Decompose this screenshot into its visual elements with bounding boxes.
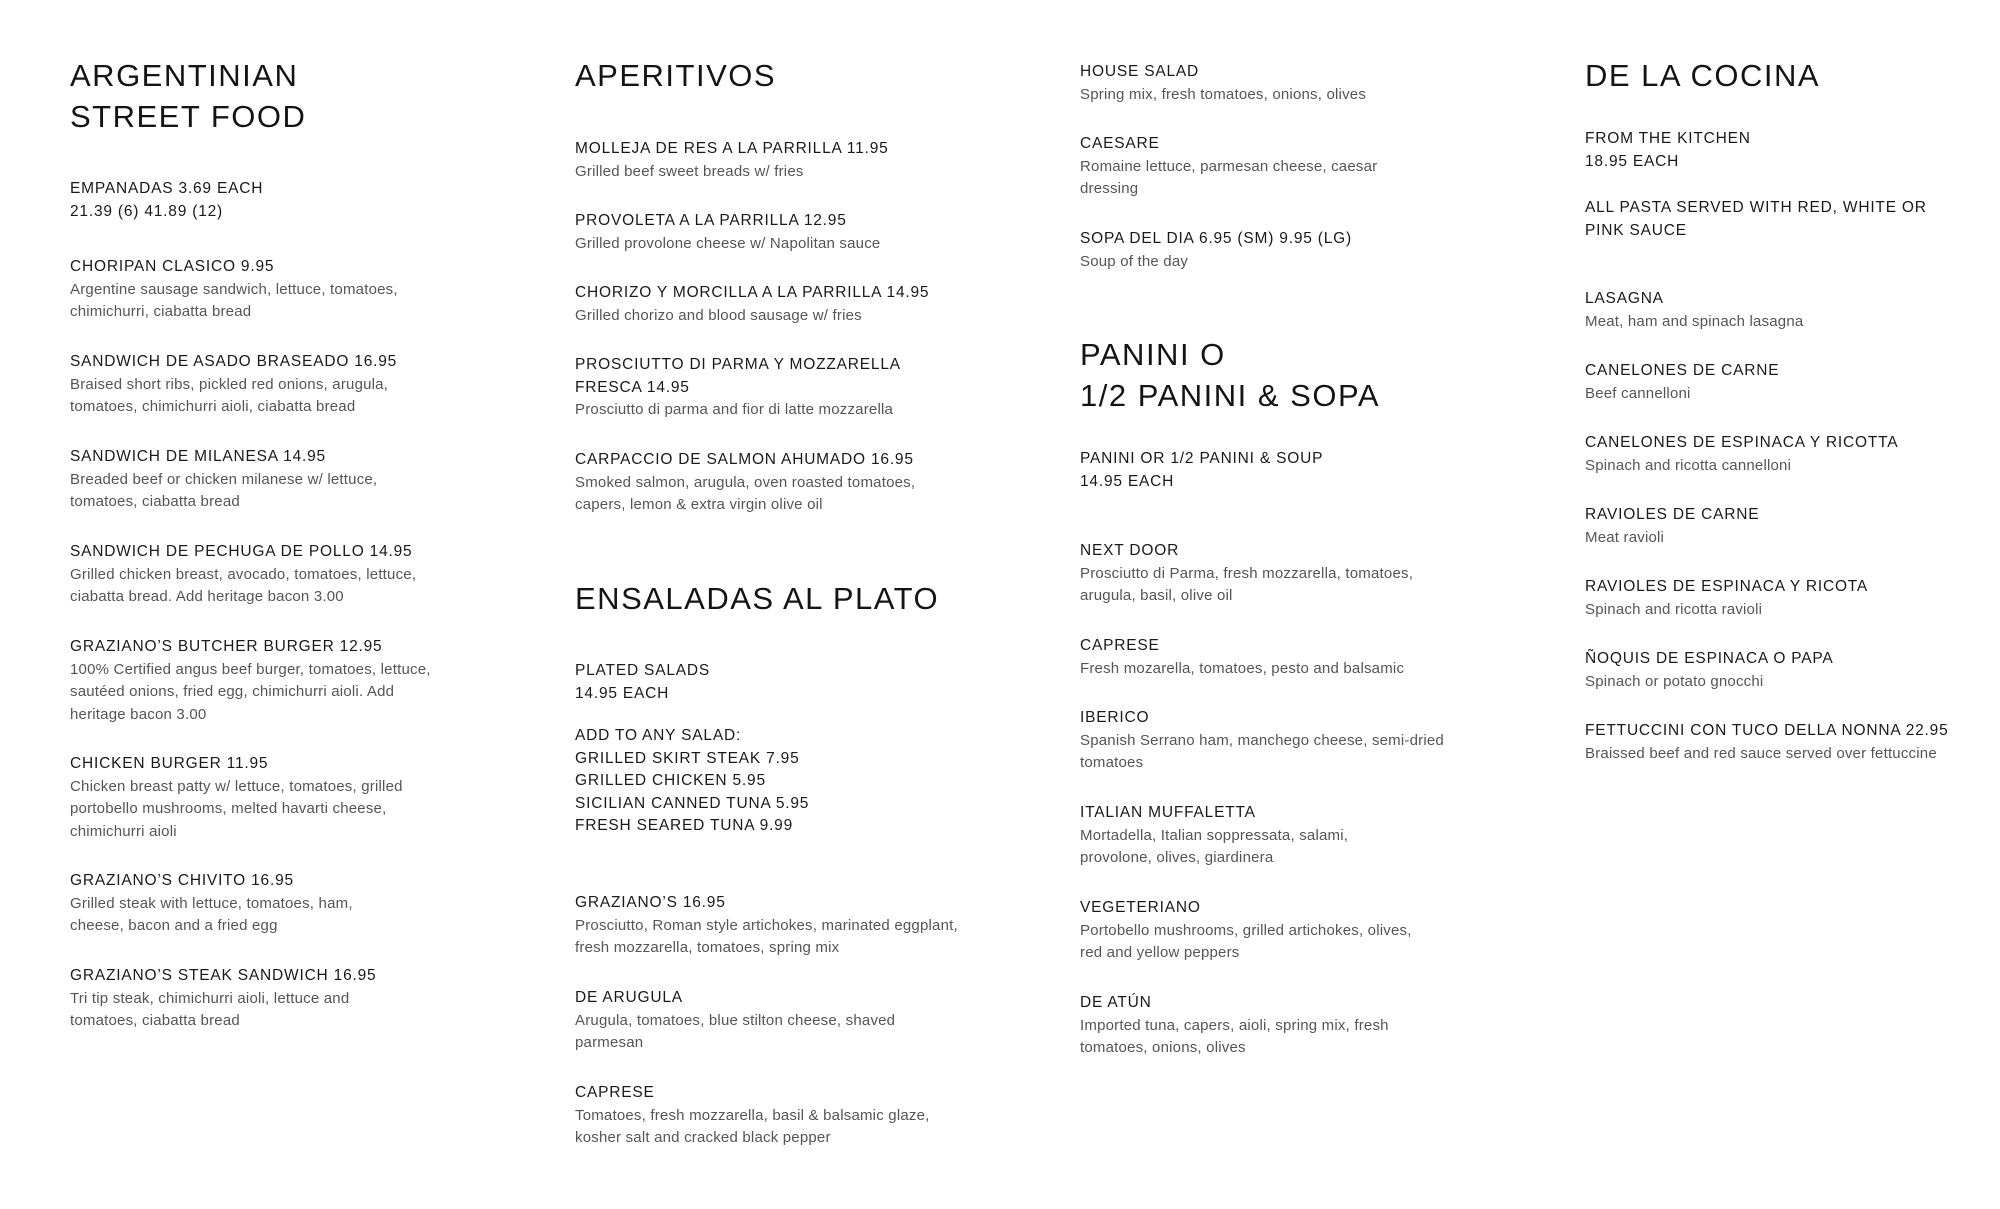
item-name: CAESARE <box>1080 135 1160 152</box>
item-name: GRAZIANO’S 16.95 <box>575 894 726 911</box>
menu-item <box>575 987 945 1055</box>
item-name: SANDWICH DE ASADO BRASEADO 16.95 <box>70 353 398 370</box>
empanadas-price-note: EMPANADAS 3.69 EACH 21.39 (6) 41.89 (12) <box>70 180 264 220</box>
salad-add-ons-note: ADD TO ANY SALAD: GRILLED SKIRT STEAK 7.95 GRILLED CHICKEN 5.95 SICILIAN CANNED TUNA 5.95 FRESH SEARED TUNA 9.99 <box>575 727 810 834</box>
item-name: GRAZIANO’S CHIVITO 16.95 <box>70 872 294 889</box>
item-description: Chicken breast patty w/ lettuce, tomatoes, grilled portobello mushrooms, melted havarti cheese, chimichurri aioli <box>70 777 403 840</box>
item-description: Prosciutto, Roman style artichokes, marinated eggplant, fresh mozzarella, tomatoes, spring mix <box>575 916 958 956</box>
item-name: NEXT DOOR <box>1080 542 1180 559</box>
item-description: Portobello mushrooms, grilled artichokes, olives, red and yellow peppers <box>1080 921 1412 961</box>
item-description: Spring mix, fresh tomatoes, onions, olives <box>1080 85 1367 103</box>
panini-price-note: PANINI OR 1/2 PANINI & SOUP 14.95 EACH <box>1080 450 1324 490</box>
item-name: SOPA DEL DIA 6.95 (SM) 9.95 (LG) <box>1080 230 1352 247</box>
item-name: CHICKEN BURGER 11.95 <box>70 755 269 772</box>
item-name: PROVOLETA A LA PARRILLA 12.95 <box>575 212 847 229</box>
item-description: Prosciutto di Parma, fresh mozzarella, tomatoes, arugula, basil, olive oil <box>1080 564 1414 604</box>
section-heading-street-food: ARGENTINIAN STREET FOOD <box>70 58 307 134</box>
menu-item <box>70 965 410 1033</box>
menu-item <box>70 753 440 843</box>
item-name: DE ATÚN <box>1080 994 1152 1011</box>
item-description: Breaded beef or chicken milanese w/ lettuce, tomatoes, ciabatta bread <box>70 470 378 510</box>
menu-item <box>70 636 440 726</box>
item-description: Grilled beef sweet breads w/ fries <box>575 162 804 180</box>
menu-item <box>1585 648 1975 693</box>
menu-item <box>1080 897 1420 965</box>
item-name: DE ARUGULA <box>575 989 683 1006</box>
item-name: LASAGNA <box>1585 290 1664 307</box>
item-name: CARPACCIO DE SALMON AHUMADO 16.95 <box>575 451 914 468</box>
item-name: CAPRESE <box>575 1084 655 1101</box>
menu-item <box>70 351 440 419</box>
item-name: SANDWICH DE MILANESA 14.95 <box>70 448 326 465</box>
menu-item <box>1585 576 1975 621</box>
item-description: Grilled steak with lettuce, tomatoes, ham, cheese, bacon and a fried egg <box>70 894 353 934</box>
menu-item <box>1080 992 1440 1060</box>
item-description: Spinach and ricotta ravioli <box>1585 600 1763 618</box>
menu-item <box>1080 802 1420 870</box>
item-name: IBERICO <box>1080 709 1150 726</box>
menu-item <box>575 210 955 255</box>
menu-item <box>1080 228 1460 273</box>
item-name: CHORIPAN CLASICO 9.95 <box>70 258 275 275</box>
item-name: VEGETERIANO <box>1080 899 1201 916</box>
item-name: RAVIOLES DE ESPINACA Y RICOTA <box>1585 578 1869 595</box>
item-description: Soup of the day <box>1080 252 1189 270</box>
section-heading-aperitivos: APERITIVOS <box>575 58 777 93</box>
item-description: Braised short ribs, pickled red onions, arugula, tomatoes, chimichurri aioli, ciabatta bread <box>70 375 389 415</box>
menu-item <box>1080 61 1460 106</box>
section-heading-de-la-cocina: DE LA COCINA <box>1585 58 1821 93</box>
item-description: Arugula, tomatoes, blue stilton cheese, shaved parmesan <box>575 1011 896 1051</box>
item-description: 100% Certified angus beef burger, tomatoes, lettuce, sautéed onions, fried egg, chimichurri aioli. Add heritage bacon 3.00 <box>70 660 431 723</box>
section-heading-panini: PANINI O 1/2 PANINI & SOPA <box>1080 337 1381 413</box>
item-name: ÑOQUIS DE ESPINACA O PAPA <box>1585 650 1834 667</box>
plated-salads-price-note: PLATED SALADS 14.95 EACH <box>575 662 711 702</box>
item-description: Spanish Serrano ham, manchego cheese, semi-dried tomatoes <box>1080 731 1444 771</box>
menu-item <box>1585 504 1975 549</box>
item-description: Tri tip steak, chimichurri aioli, lettuce and tomatoes, ciabatta bread <box>70 989 350 1029</box>
item-description: Grilled provolone cheese w/ Napolitan sauce <box>575 234 881 252</box>
menu-item <box>575 354 955 422</box>
menu-item <box>575 282 955 327</box>
menu-item <box>1080 707 1450 775</box>
menu-item <box>1585 288 1975 333</box>
item-name: SANDWICH DE PECHUGA DE POLLO 14.95 <box>70 543 413 560</box>
item-description: Argentine sausage sandwich, lettuce, tomatoes, chimichurri, ciabatta bread <box>70 280 398 320</box>
item-name: CAPRESE <box>1080 637 1160 654</box>
menu-item <box>1585 720 1965 765</box>
item-description: Romaine lettuce, parmesan cheese, caesar dressing <box>1080 157 1378 197</box>
item-description: Fresh mozarella, tomatoes, pesto and balsamic <box>1080 659 1405 677</box>
item-name: RAVIOLES DE CARNE <box>1585 506 1760 523</box>
menu-item <box>70 256 440 324</box>
item-name: PROSCIUTTO DI PARMA Y MOZZARELLA FRESCA 14.95 <box>575 356 901 396</box>
menu-item <box>1080 635 1465 680</box>
menu-item <box>575 138 955 183</box>
item-description: Smoked salmon, arugula, oven roasted tomatoes, capers, lemon & extra virgin olive oil <box>575 473 916 513</box>
item-name: FETTUCCINI CON TUCO DELLA NONNA 22.95 <box>1585 722 1949 739</box>
item-description: Braissed beef and red sauce served over fettuccine <box>1585 744 1937 762</box>
item-description: Grilled chicken breast, avocado, tomatoes, lettuce, ciabatta bread. Add heritage bacon 3.00 <box>70 565 417 605</box>
item-name: ITALIAN MUFFALETTA <box>1080 804 1256 821</box>
item-description: Meat ravioli <box>1585 528 1665 546</box>
item-name: GRAZIANO’S STEAK SANDWICH 16.95 <box>70 967 377 984</box>
menu-item <box>70 541 440 609</box>
menu-item <box>1585 432 1975 477</box>
menu-item <box>70 446 430 514</box>
item-description: Prosciutto di parma and fior di latte mozzarella <box>575 401 894 418</box>
item-description: Spinach or potato gnocchi <box>1585 672 1764 690</box>
menu-item <box>575 1082 935 1150</box>
menu-item <box>1080 540 1465 608</box>
item-description: Grilled chorizo and blood sausage w/ fries <box>575 306 862 324</box>
section-heading-ensaladas: ENSALADAS AL PLATO <box>575 581 940 616</box>
item-description: Tomatoes, fresh mozzarella, basil & balsamic glaze, kosher salt and cracked black pepper <box>575 1106 930 1146</box>
item-name: CANELONES DE ESPINACA Y RICOTTA <box>1585 434 1899 451</box>
menu-item <box>70 870 410 938</box>
item-name: MOLLEJA DE RES A LA PARRILLA 11.95 <box>575 140 889 157</box>
item-description: Imported tuna, capers, aioli, spring mix, fresh tomatoes, onions, olives <box>1080 1016 1389 1056</box>
item-name: HOUSE SALAD <box>1080 63 1200 80</box>
pasta-sauce-note: ALL PASTA SERVED WITH RED, WHITE OR PINK SAUCE <box>1585 199 1927 239</box>
item-description: Spinach and ricotta cannelloni <box>1585 456 1792 474</box>
item-description: Mortadella, Italian soppressata, salami, provolone, olives, giardinera <box>1080 826 1349 866</box>
item-name: CHORIZO Y MORCILLA A LA PARRILLA 14.95 <box>575 284 930 301</box>
menu-item <box>575 892 960 960</box>
menu-item <box>575 449 955 517</box>
item-description: Meat, ham and spinach lasagna <box>1585 312 1804 330</box>
kitchen-price-note: FROM THE KITCHEN 18.95 EACH <box>1585 130 1751 170</box>
menu-item <box>1080 133 1410 201</box>
item-name: CANELONES DE CARNE <box>1585 362 1780 379</box>
menu-item <box>1585 360 1975 405</box>
item-name: GRAZIANO’S BUTCHER BURGER 12.95 <box>70 638 383 655</box>
item-description: Beef cannelloni <box>1585 384 1691 402</box>
